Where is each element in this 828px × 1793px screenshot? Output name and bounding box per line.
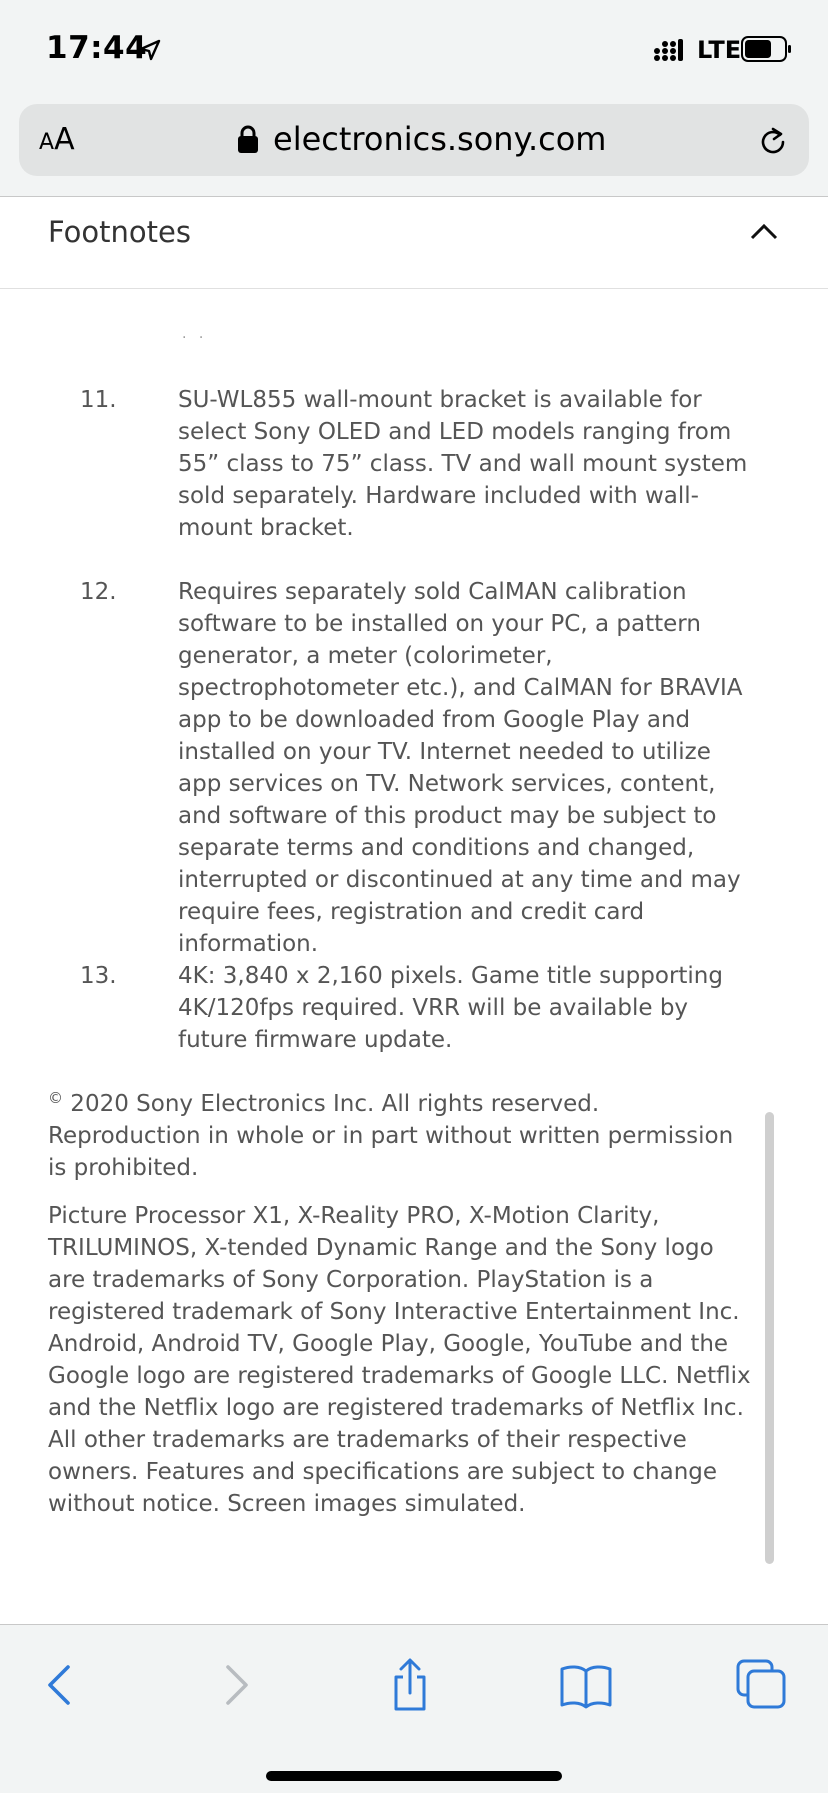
tabs-icon[interactable]	[732, 1655, 792, 1715]
chevron-left-icon[interactable]	[30, 1655, 90, 1715]
footnote-number: 11.	[80, 387, 117, 413]
signal-strength-icon	[653, 37, 687, 63]
footnote-text: SU-WL855 wall-mount bracket is available for select Sony OLED and LED models ranging from 55” class to 75” class. TV and wall mount system sold separately. Hardware included with wall-mount bracket.	[178, 387, 748, 541]
copyright-notice	[48, 1088, 758, 1184]
url-domain[interactable]: electronics.sony.com	[273, 120, 607, 158]
battery-icon	[741, 36, 793, 62]
footnote-number: 12.	[80, 579, 117, 605]
scrollbar[interactable]	[765, 1112, 774, 1564]
lock-icon	[237, 124, 259, 154]
share-icon[interactable]	[380, 1655, 440, 1715]
status-bar	[0, 0, 828, 100]
status-time: 17:44	[46, 30, 148, 66]
browser-toolbar	[0, 1624, 828, 1793]
home-indicator[interactable]	[266, 1771, 562, 1781]
footnotes-title: Footnotes	[48, 215, 191, 249]
footnote-text: 4K: 3,840 x 2,160 pixels. Game title supporting 4K/120fps required. VRR will be available by future firmware update.	[178, 963, 723, 1053]
network-type: LTE	[697, 36, 742, 64]
book-icon[interactable]	[556, 1655, 616, 1715]
footnotes-accordion-header[interactable]	[0, 198, 828, 289]
location-arrow-icon	[138, 38, 162, 62]
chevron-right-icon[interactable]	[206, 1655, 266, 1715]
reload-icon[interactable]	[755, 124, 791, 160]
browser-address-area	[0, 100, 828, 197]
trademarks-notice: Picture Processor X1, X-Reality PRO, X-Motion Clarity, TRILUMINOS, X-tended Dynamic Range and the Sony logo are trademarks of Sony Corporation. PlayStation is a registered trademark of Sony Interactive Entertainment Inc. Android, Android TV, Google Play, Google, YouTube and the Google logo are registered trademarks of Google LLC. Netflix and the Netflix logo are registered trademarks of Netflix Inc. All other trademarks are trademarks of their respective owners. Features and specifications are subject to change without notice. Screen images simulated.	[48, 1203, 751, 1517]
chevron-up-icon[interactable]	[748, 220, 780, 244]
truncated-indicator: · ·	[182, 330, 208, 346]
copyright-text: 2020 Sony Electronics Inc. All rights reserved. Reproduction in whole or in part without written permission is prohibited.	[48, 1091, 734, 1181]
footnote-number: 13.	[80, 963, 117, 989]
copyright-symbol: ©	[48, 1089, 63, 1107]
footnote-text: Requires separately sold CalMAN calibration software to be installed on your PC, a pattern generator, a meter (colorimeter, spectrophotometer etc.), and CalMAN for BRAVIA app to be downloaded from Google Play and installed on your TV. Internet needed to utilize app services on TV. Network services, content, and software of this product may be subject to separate terms and conditions and changed, interrupted or discontinued at any time and may require fees, registration and credit card information.	[178, 579, 743, 957]
address-bar[interactable]	[19, 104, 809, 176]
text-size-button[interactable]: AA	[39, 122, 75, 157]
